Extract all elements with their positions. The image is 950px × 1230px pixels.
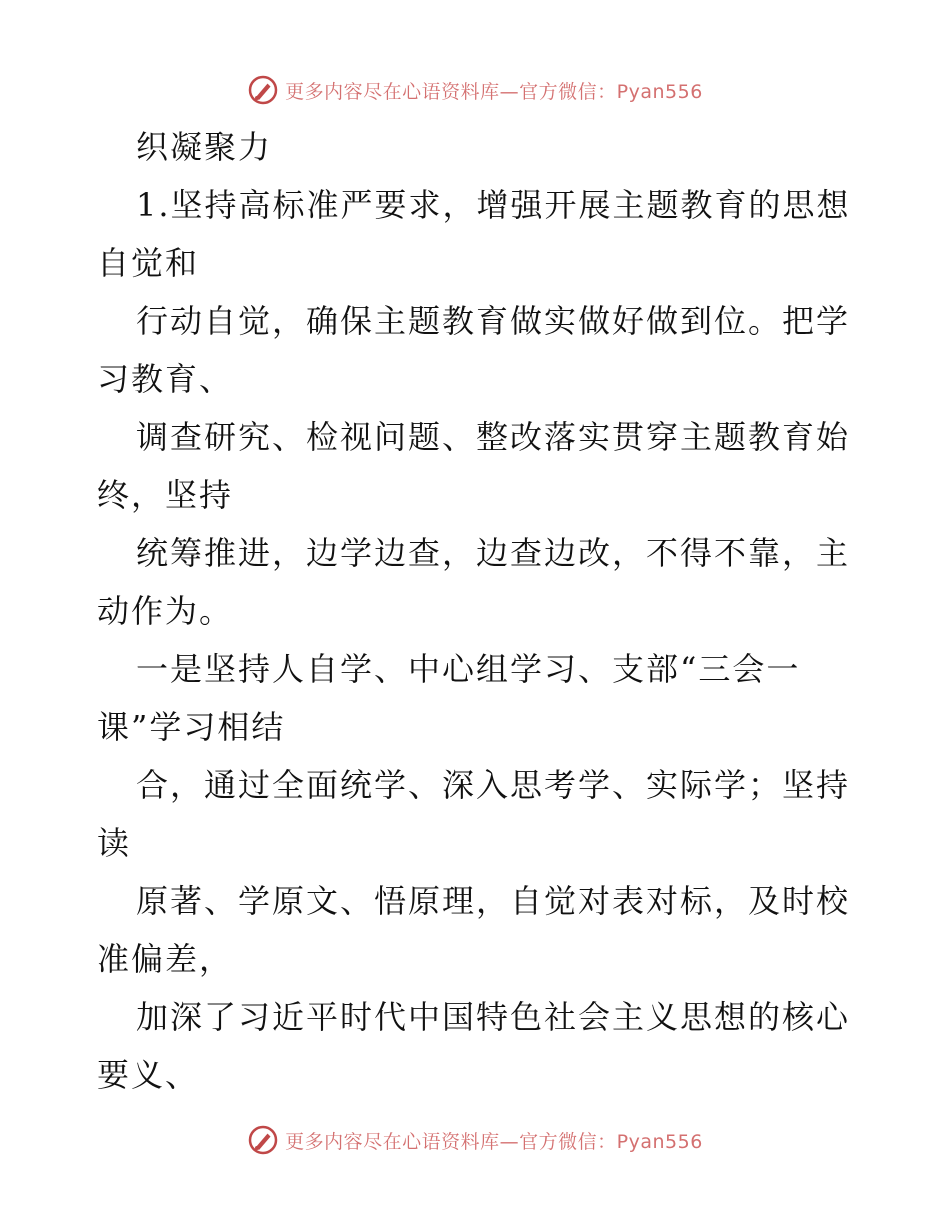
header-watermark-text: 更多内容尽在心语资料库—官方微信：Pyan556 bbox=[285, 80, 703, 103]
text-line: 合，通过全面统学、深入思考学、实际学；坚持 bbox=[136, 766, 851, 804]
text-line: 1.坚持高标准严要求，增强开展主题教育的思想 bbox=[136, 186, 851, 224]
text-line: 织凝聚力 bbox=[136, 128, 273, 166]
text-line: 准偏差， bbox=[97, 940, 234, 978]
pen-seal-icon bbox=[247, 1124, 279, 1156]
pen-seal-icon bbox=[247, 74, 279, 106]
text-line: 习教育、 bbox=[97, 360, 234, 398]
text-line: 读 bbox=[97, 824, 132, 862]
footer-watermark-inner bbox=[247, 1124, 703, 1156]
header-watermark bbox=[0, 70, 950, 110]
text-line: 加深了习近平时代中国特色社会主义思想的核心 bbox=[136, 998, 851, 1036]
text-line: 要义、 bbox=[97, 1056, 200, 1094]
text-line: 课”学习相结 bbox=[97, 708, 286, 746]
footer-watermark-text: 更多内容尽在心语资料库—官方微信：Pyan556 bbox=[285, 1130, 703, 1153]
header-watermark-inner bbox=[247, 74, 703, 106]
footer-watermark bbox=[0, 1120, 950, 1160]
text-line: 原著、学原文、悟原理，自觉对表对标，及时校 bbox=[136, 882, 851, 920]
text-line: 一是坚持人自学、中心组学习、支部“三会一 bbox=[136, 650, 801, 688]
text-line: 终，坚持 bbox=[97, 476, 234, 514]
text-line: 动作为。 bbox=[97, 592, 234, 630]
text-line: 调查研究、检视问题、整改落实贯穿主题教育始 bbox=[136, 418, 851, 456]
text-line: 统筹推进，边学边查，边查边改，不得不靠，主 bbox=[136, 534, 851, 572]
text-line: 行动自觉，确保主题教育做实做好做到位。把学 bbox=[136, 302, 851, 340]
text-line: 自觉和 bbox=[97, 244, 200, 282]
